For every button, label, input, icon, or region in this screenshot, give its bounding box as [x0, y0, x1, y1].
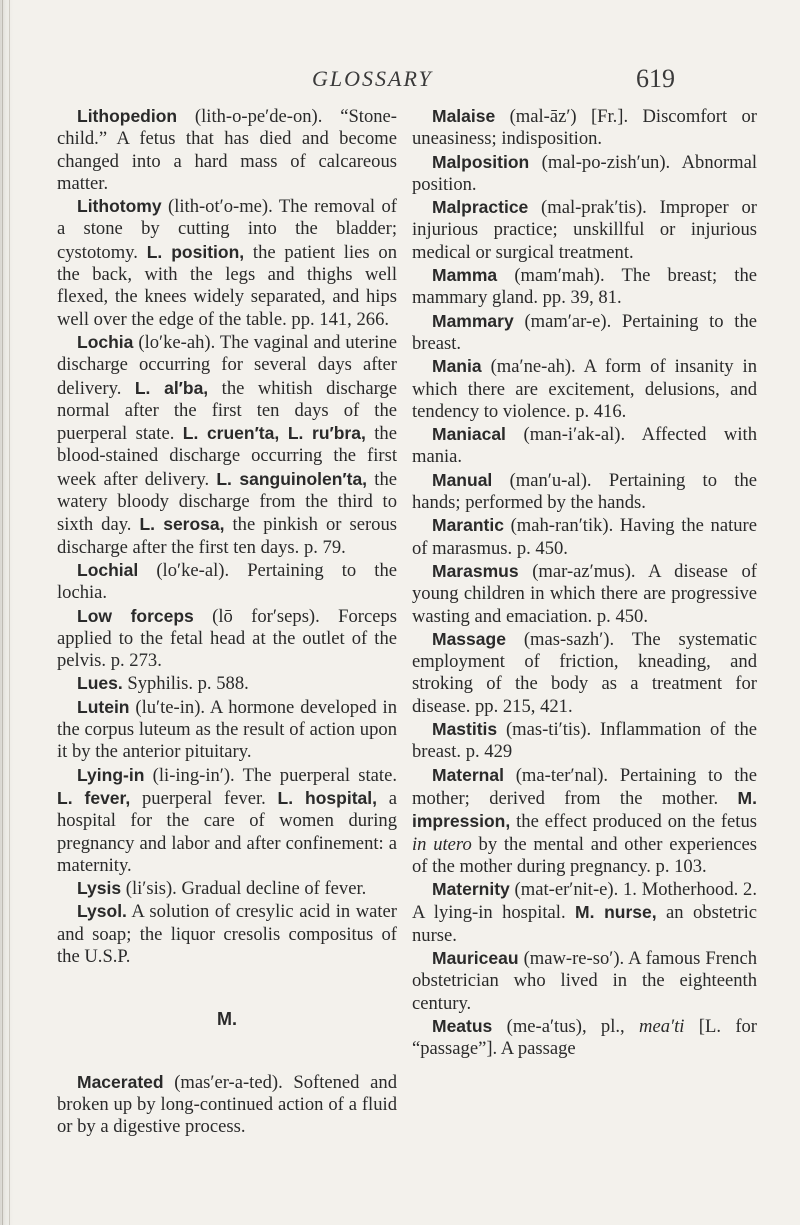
- headword: Mastitis: [432, 719, 498, 740]
- definition: (mar-az′mus). A disease of young children in which there are progressive wasting and emaciation. p. 450.: [412, 560, 757, 627]
- entry-mania: [412, 355, 757, 423]
- definition: (man′u-al). Pertaining to the hands; performed by the hands.: [412, 469, 757, 514]
- entry-lutein: [57, 696, 397, 764]
- definition: the pinkish or serous discharge after the first ten days. p. 79.: [57, 514, 397, 558]
- definition: (mal-po-zish′un). Abnormal position.: [412, 151, 757, 195]
- running-head: GLOSSARY: [312, 66, 433, 91]
- entry-mastitis: [412, 718, 757, 764]
- headword: Lithotomy: [77, 196, 162, 217]
- italic-term: mea′ti: [639, 1015, 685, 1037]
- headword: Lutein: [77, 696, 130, 717]
- right-column: [412, 105, 757, 1060]
- definition: (mas-sazh′). The systematic employment of friction, kneading, and stroking of the body as a treatment for disease. pp. 215, 421.: [412, 628, 757, 717]
- headword: Malaise: [432, 106, 496, 126]
- entry-massage: [412, 628, 757, 718]
- headword: Marasmus: [432, 560, 519, 581]
- headword: Malposition: [432, 151, 530, 172]
- subentry: L. serosa,: [139, 514, 225, 535]
- headword: Marantic: [432, 515, 504, 536]
- headword: Lithopedion: [77, 106, 178, 126]
- entry-lochia: [57, 331, 397, 559]
- entry-lysol: [57, 900, 397, 968]
- subentry: L. fever,: [57, 787, 131, 808]
- definition: (ma-ter′nal). Pertaining to the mother; derived from the mother.: [412, 764, 757, 809]
- headword: Meatus: [432, 1015, 493, 1036]
- headword: Maternity: [432, 879, 510, 900]
- definition: Syphilis. p. 588.: [122, 673, 249, 695]
- entry-meatus: [412, 1015, 757, 1061]
- definition: the patient lies on the back, with the legs and thighs well flexed, the knees widely separated, and hips well over the edge of the table. pp. 141, 266.: [57, 241, 397, 330]
- subentry: L. hospital,: [277, 787, 377, 808]
- headword: Mauriceau: [432, 947, 519, 968]
- definition: (me-a′tus), pl.,: [492, 1015, 640, 1037]
- entry-lochial: [57, 559, 397, 605]
- entry-lues: [57, 672, 397, 695]
- entry-mammary: [412, 310, 757, 356]
- definition: the effect produced on the fetus: [510, 811, 757, 833]
- page-edge-binding: [0, 0, 14, 1225]
- entry-marasmus: [412, 560, 757, 628]
- definition: (lith-o-pe′de-on). “Stone-child.” A fetus that has died and become changed into a hard mass of calcareous matter.: [57, 106, 397, 194]
- entry-manual: [412, 469, 757, 515]
- definition: (mas-ti′tis). Inflammation of the breast. p. 429: [412, 719, 757, 763]
- entry-lithopedion: [57, 105, 397, 195]
- definition: (mal-prak′tis). Improper or injurious practice; unskillful or injurious medical or surgical treatment.: [412, 197, 757, 263]
- left-column: [57, 105, 397, 1138]
- definition: (li′sis). Gradual decline of fever.: [121, 878, 367, 900]
- subentry: L. al′ba,: [134, 377, 209, 398]
- definition: (lo′ke-ah). The vaginal and uterine discharge occurring for several days after delivery.: [57, 331, 397, 399]
- definition: the watery bloody discharge from the third to sixth day.: [57, 468, 397, 536]
- subentry: L. cruen′ta, L. ru′bra,: [182, 423, 366, 444]
- page-number: 619: [636, 64, 675, 93]
- entry-malposition: [412, 151, 757, 197]
- headword: Lysol.: [77, 901, 127, 922]
- entry-lithotomy: [57, 195, 397, 331]
- definition: (man-i′ak-al). Affected with mania.: [412, 424, 757, 468]
- definition: (maw-re-so′). A famous French obstetrician who lived in the eighteenth century.: [412, 947, 757, 1014]
- headword: Lochia: [77, 331, 134, 352]
- headword: Lysis: [77, 878, 122, 899]
- definition: the blood-stained discharge occurring the first week after delivery.: [57, 423, 397, 490]
- entry-malaise: [412, 105, 757, 151]
- definition: [L. for “passage”]. A passage: [412, 1015, 757, 1060]
- entry-lying-in: [57, 764, 397, 877]
- definition: (mat-er′nit-e). 1. Motherhood. 2. A lying-in hospital.: [412, 879, 757, 924]
- headword: Mammary: [432, 310, 514, 331]
- definition: (lo′ke-al). Pertaining to the lochia.: [57, 559, 397, 604]
- entry-lysis: [57, 877, 397, 900]
- headword: Malpractice: [432, 197, 529, 218]
- definition: puerperal fever.: [130, 787, 278, 809]
- entry-maniacal: [412, 423, 757, 469]
- headword: Maniacal: [432, 424, 506, 445]
- entry-malpractice: [412, 196, 757, 264]
- definition: (mas′er-a-ted). Softened and broken up by long-continued action of a fluid or by a digestive process.: [57, 1071, 397, 1138]
- definition: (mal-āz′) [Fr.]. Discomfort or uneasiness; indisposition.: [412, 106, 757, 150]
- headword: Maternal: [432, 764, 504, 785]
- headword: Lues.: [77, 673, 123, 694]
- subentry: L. sanguinolen′ta,: [216, 468, 368, 489]
- definition: (li-ing-in′). The puerperal state.: [144, 764, 397, 786]
- headword: Mania: [432, 356, 482, 377]
- definition: (mam′mah). The breast; the mammary gland. pp. 39, 81.: [412, 265, 757, 309]
- definition: (lu′te-in). A hormone developed in the corpus luteum as the result of action upon it by the anterior pituitary.: [57, 696, 397, 763]
- headword: Macerated: [77, 1071, 164, 1092]
- definition: (mam′ar-e). Pertaining to the breast.: [412, 310, 757, 354]
- headword: Lying-in: [77, 764, 145, 785]
- headword: Mamma: [432, 265, 498, 286]
- definition: (mah-ran′tik). Having the nature of marasmus. p. 450.: [412, 515, 757, 559]
- entry-mauriceau: [412, 947, 757, 1015]
- definition: (ma′ne-ah). A form of insanity in which there are excitement, delusions, and tendency to violence. p. 416.: [412, 356, 757, 422]
- definition: (lith-ot′o-me). The removal of a stone by cutting into the bladder; cystotomy.: [57, 196, 397, 263]
- subentry: M. impression,: [412, 787, 757, 832]
- section-heading-m: M.: [217, 1009, 237, 1030]
- definition: an obstetric nurse.: [412, 902, 757, 946]
- definition: (lō for′seps). Forceps applied to the fetal head at the outlet of the pelvis. p. 273.: [57, 605, 397, 672]
- headword: Lochial: [77, 559, 139, 580]
- subentry: L. position,: [146, 241, 245, 262]
- definition: a hospital for the care of women during pregnancy and labor and after confinement: a maternity.: [57, 787, 397, 876]
- entry-low-forceps: [57, 605, 397, 673]
- entry-marantic: [412, 514, 757, 560]
- definition: the whitish discharge normal after the first ten days of the puerperal state.: [57, 377, 397, 445]
- headword: Massage: [432, 628, 506, 649]
- definition: by the mental and other experiences of the mother during pregnancy. p. 103.: [412, 833, 757, 877]
- headword: Manual: [432, 469, 493, 490]
- entry-macerated: [57, 1071, 397, 1139]
- headword: Low forceps: [77, 605, 194, 626]
- entry-maternity: [412, 878, 757, 947]
- subentry: M. nurse,: [575, 902, 657, 923]
- definition: A solution of cresylic acid in water and soap; the liquor cresolis compositus of the U.S.P.: [57, 901, 397, 967]
- italic-term: in utero: [412, 833, 472, 855]
- entry-mamma: [412, 264, 757, 310]
- entry-maternal: [412, 764, 757, 878]
